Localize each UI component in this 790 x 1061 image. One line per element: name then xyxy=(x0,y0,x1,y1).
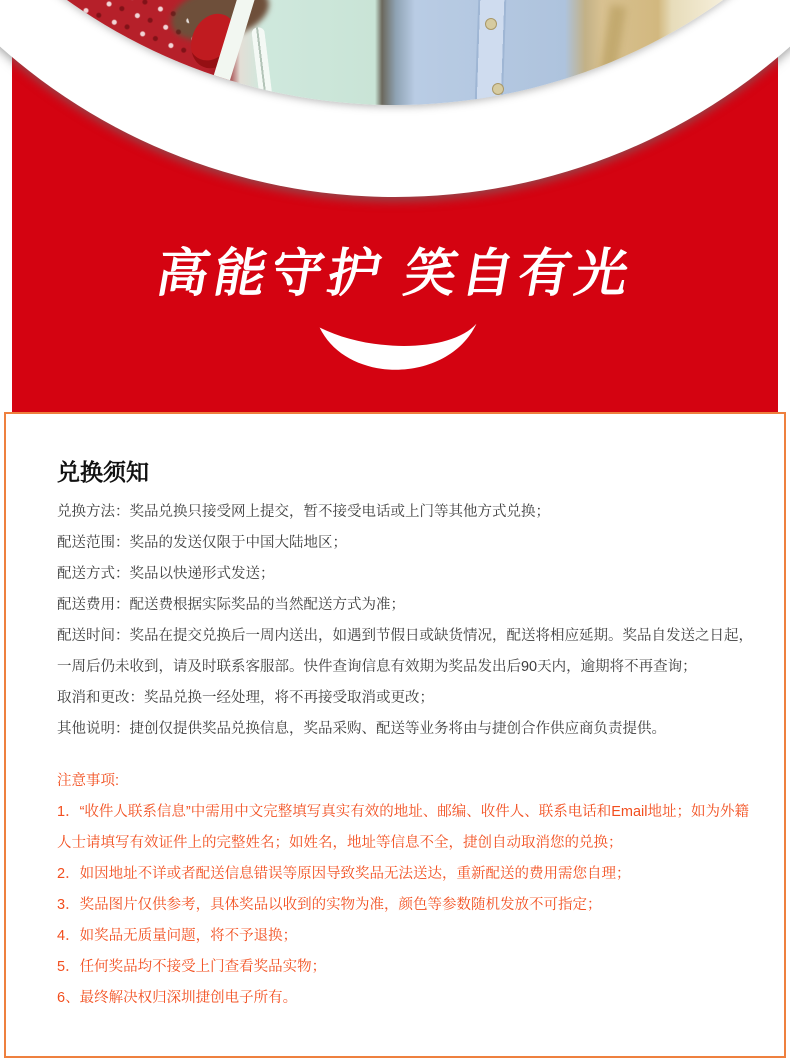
text-line: 1．“收件人联系信息”中需用中文完整填写真实有效的地址、邮编、收件人、联系电话和Email地址；如为外籍 xyxy=(57,804,749,820)
hero-banner xyxy=(0,0,790,412)
text-line: 2．如因地址不详或者配送信息错误等原因导致奖品无法送达，重新配送的费用需您自理； xyxy=(57,866,631,882)
text-line: 3．奖品图片仅供参考，具体奖品以收到的实物为准，颜色等参数随机发放不可指定； xyxy=(57,897,602,913)
hero-slogan: 高能守护 笑自有光 xyxy=(152,245,638,303)
text-line: 取消和更改：奖品兑换一经处理，将不再接受取消或更改； xyxy=(57,690,434,706)
text-line: 兑换方法：奖品兑换只接受网上提交，暂不接受电话或上门等其他方式兑换； xyxy=(57,504,550,520)
text-line: 配送时间：奖品在提交兑换后一周内送出，如遇到节假日或缺货情况，配送将相应延期。奖品自发送之日起， xyxy=(57,628,753,644)
smile-icon xyxy=(307,320,489,376)
text-line: 5．任何奖品均不接受上门查看奖品实物； xyxy=(57,959,327,975)
notice-lines xyxy=(57,497,766,745)
notice-title: 兑换须知 xyxy=(57,459,149,485)
text-line: 配送费用：配送费根据实际奖品的当然配送方式为准； xyxy=(57,597,405,613)
text-line: 配送范围：奖品的发送仅限于中国大陆地区； xyxy=(57,535,347,551)
photo-shirt-button xyxy=(485,18,497,30)
text-line: 注意事项: xyxy=(57,773,120,789)
redemption-notice-card xyxy=(4,412,786,1058)
text-line: 人士请填写有效证件上的完整姓名；如姓名，地址等信息不全，捷创自动取消您的兑换； xyxy=(57,835,623,851)
text-line: 一周后仍未收到，请及时联系客服部。快件查询信息有效期为奖品发出后90天内，逾期将不再查询； xyxy=(57,659,697,675)
notes-section xyxy=(57,766,766,1014)
text-line: 配送方式：奖品以快递形式发送； xyxy=(57,566,275,582)
text-line: 其他说明：捷创仅提供奖品兑换信息，奖品采购、配送等业务将由与捷创合作供应商负责提供。 xyxy=(57,721,666,737)
text-line: 4．如奖品无质量问题，将不予退换； xyxy=(57,928,298,944)
photo-shirt-button xyxy=(492,83,504,95)
text-line: 6、最终解决权归深圳捷创电子所有。 xyxy=(57,990,298,1006)
